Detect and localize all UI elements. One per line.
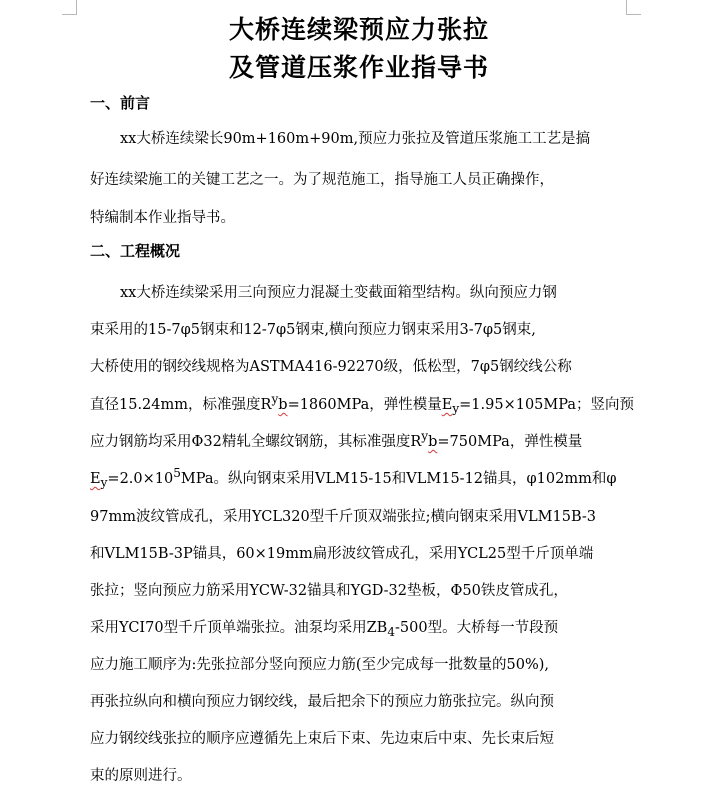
- section-heading-overview: 二、工程概况: [90, 242, 181, 260]
- paragraph-line: 张拉；竖向预应力筋采用YCW-32锚具和YGD-32垫板，Φ50铁皮管成孔，: [90, 583, 568, 599]
- superscript: y: [271, 392, 279, 406]
- text-run: =1860MPa，弹性模量: [287, 396, 442, 413]
- subscript: y: [100, 475, 108, 490]
- text-run: =750MPa，弹性模量: [437, 433, 583, 450]
- text-run: 采用YCI70型千斤顶单端张拉。油泵均采用ZB: [90, 620, 388, 636]
- paragraph-line: 应力钢绞线张拉的顺序应遵循先上束后下束、先边束后中束、先长束后短: [90, 731, 554, 747]
- paragraph-line: 应力施工顺序为:先张拉部分竖向预应力筋(至少完成每一批数量的50%),: [90, 657, 550, 673]
- paragraph-line: 和VLM15B-3P锚具，60×19mm扁形波纹管成孔，采用YCL25型千斤顶单端: [90, 546, 594, 562]
- text-run: 直径15.24mm，标准强度R: [90, 396, 272, 413]
- superscript: y: [421, 429, 429, 443]
- document-title-line2: 及管道压浆作业指导书: [228, 53, 489, 82]
- text-run: =2.0×10: [107, 470, 174, 487]
- paragraph-line: [90, 429, 630, 451]
- paragraph-line: 束采用的15-7φ5钢束和12-7φ5钢束,横向预应力钢束采用3-7φ5钢束,: [90, 322, 536, 338]
- text-run: MPa。纵向钢束采用VLM15-15和VLM15-12锚具，φ102mm和φ: [180, 470, 617, 487]
- superscript: 5: [173, 466, 181, 480]
- text-run: E: [441, 396, 453, 413]
- text-run: =1.95×105MPa；竖向预: [459, 396, 634, 413]
- paragraph-line: 再张拉纵向和横向预应力钢绞线，最后把余下的预应力筋张拉完。纵向预: [90, 694, 554, 710]
- paragraph-line: 束的原则进行。: [90, 768, 192, 784]
- paragraph-line: 好连续梁施工的关键工艺之一。为了规范施工，指导施工人员正确操作，: [90, 172, 554, 188]
- paragraph-line: [90, 466, 630, 490]
- text-run: 应力钢筋均采用Φ32精轧全螺纹钢筋，其标准强度R: [90, 433, 422, 450]
- text-run: -500型。大桥每一节段预: [395, 620, 559, 636]
- paragraph-line: xx大桥连续梁长90m+160m+90m,预应力张拉及管道压浆施工工艺是搞: [120, 131, 591, 147]
- text-run: b: [278, 396, 288, 413]
- text-run: b: [428, 433, 438, 450]
- section-heading-preface: 一、前言: [90, 94, 151, 112]
- paragraph-line: 特编制本作业指导书。: [90, 210, 235, 226]
- document-title-line1: 大桥连续梁预应力张拉: [228, 15, 489, 44]
- paragraph-line: [90, 392, 634, 416]
- paragraph-line: xx大桥连续梁采用三向预应力混凝土变截面箱型结构。纵向预应力钢: [120, 285, 557, 301]
- paragraph-line: [90, 616, 630, 639]
- text-run: E: [90, 470, 101, 487]
- subscript: y: [452, 401, 460, 416]
- subscript: 4: [387, 624, 396, 639]
- paragraph-line: 97mm波纹管成孔，采用YCL320型千斤顶双端张拉;横向钢束采用VLM15B-3: [90, 509, 596, 525]
- paragraph-line: 大桥使用的钢绞线规格为ASTMA416-92270级，低松型，7φ5钢绞线公称: [90, 359, 572, 375]
